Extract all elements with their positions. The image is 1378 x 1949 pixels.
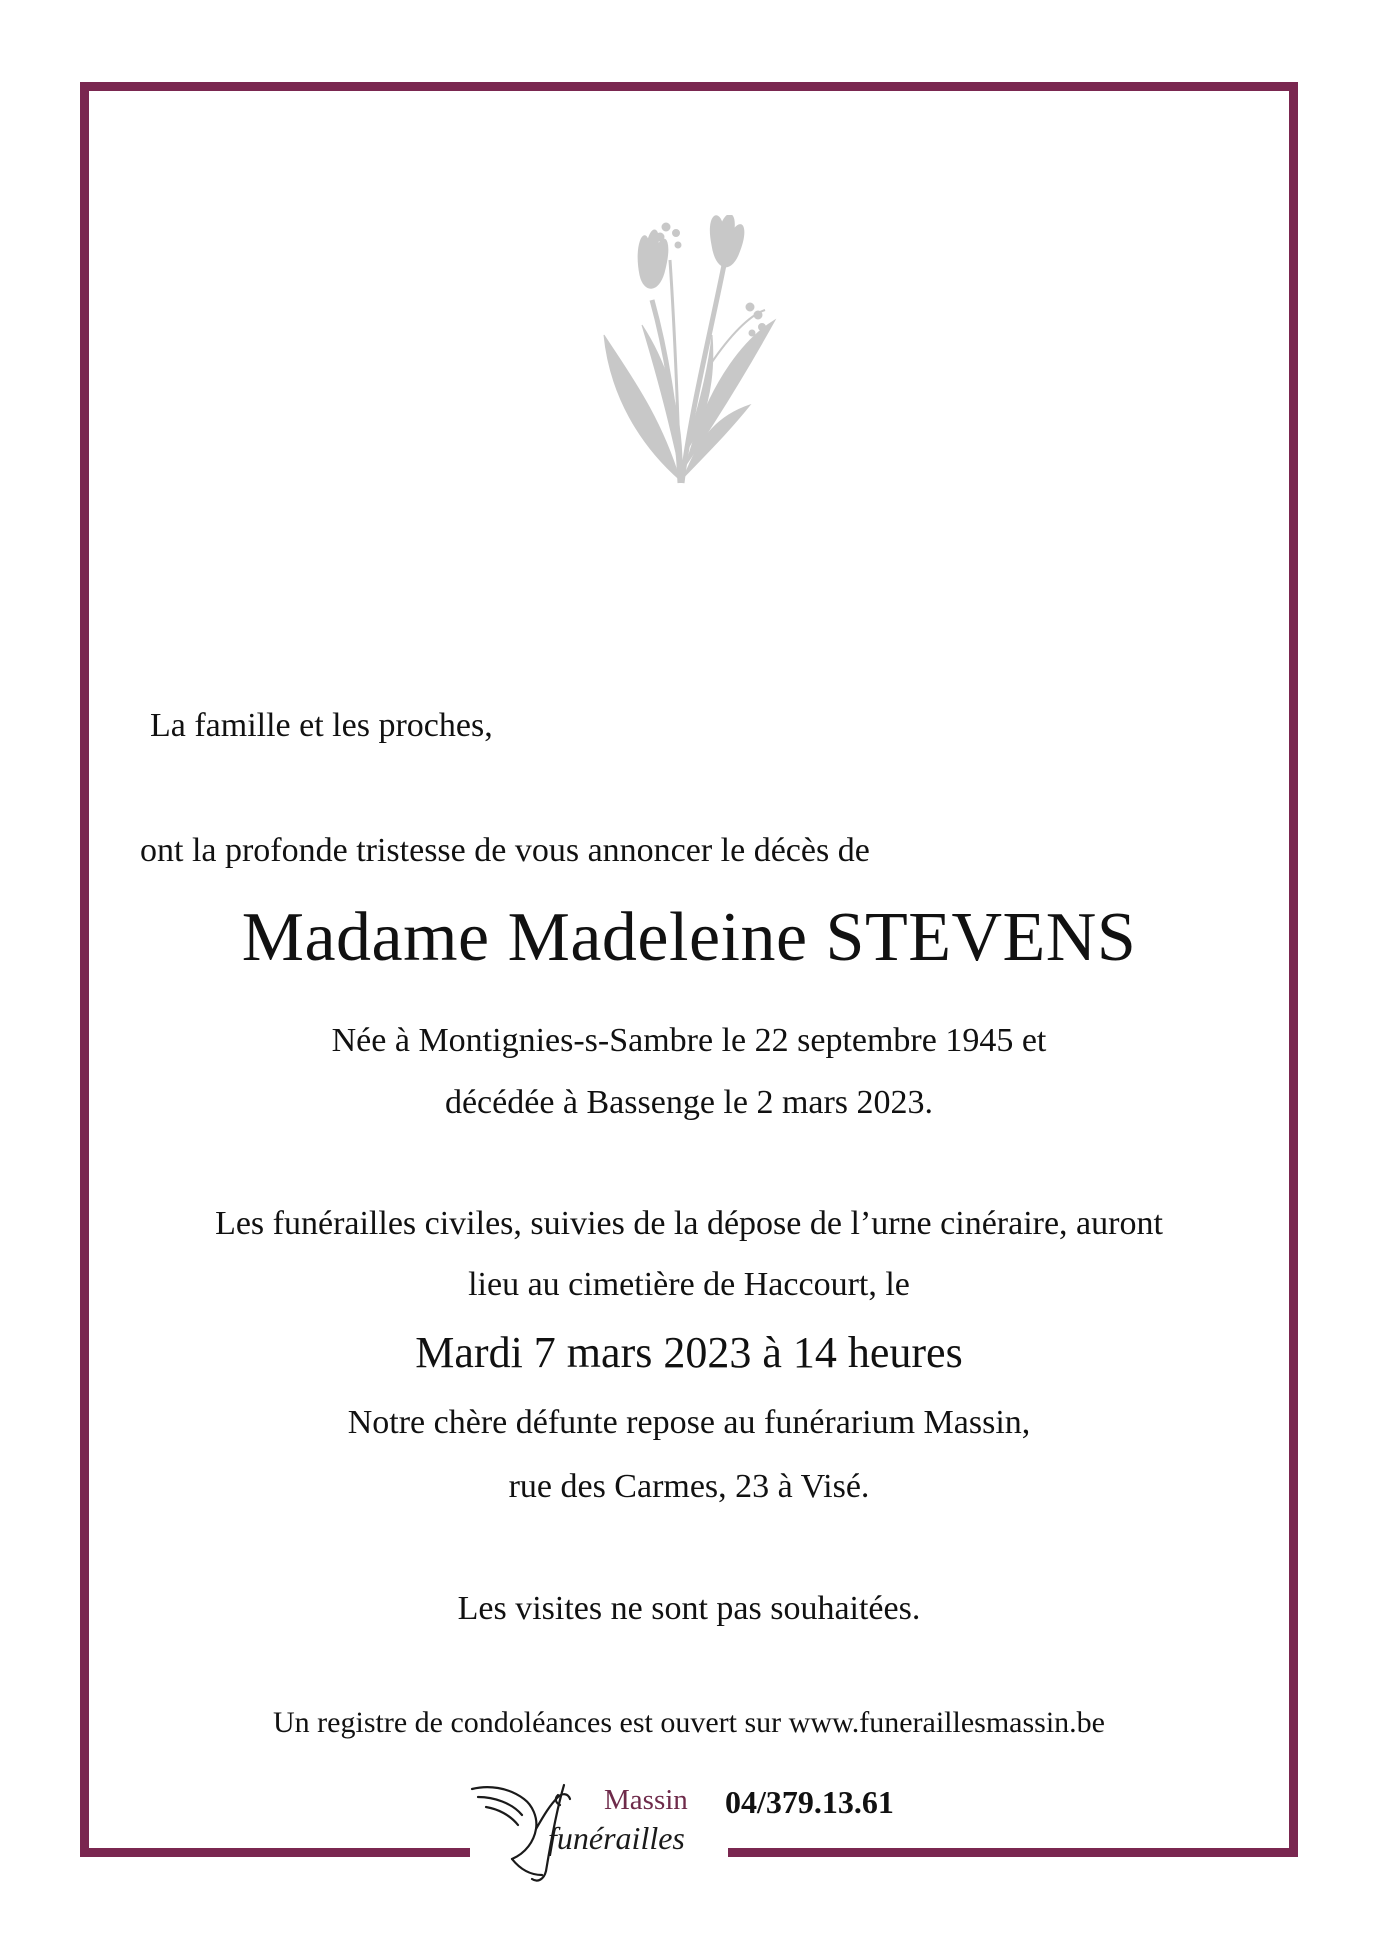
rest-text-line1: Notre chère défunte repose au funérarium Massin, — [347, 1404, 1031, 1441]
rest-text-line2: rue des Carmes, 23 à Visé. — [508, 1468, 870, 1505]
announcement-text: ont la profonde tristesse de vous annoncer le décès de — [140, 832, 870, 869]
visits-text: Les visites ne sont pas souhaitées. — [457, 1590, 921, 1627]
death-text: décédée à Bassenge le 2 mars 2023. — [444, 1084, 934, 1121]
funeral-text-line1: Les funérailles civiles, suivies de la dépose de l’urne cinéraire, auront — [215, 1205, 1163, 1242]
condolence-register-text: Un registre de condoléances est ouvert sur www.funeraillesmassin.be — [273, 1706, 1105, 1739]
tulip-flower-icon — [600, 215, 780, 485]
funeral-date: Mardi 7 mars 2023 à 14 heures — [415, 1328, 963, 1377]
phone-number: 04/379.13.61 — [725, 1784, 894, 1820]
logo-massin-text: Massin — [604, 1784, 688, 1816]
logo-funerailles-text: funérailles — [548, 1820, 685, 1856]
birth-text: Née à Montignies-s-Sambre le 22 septembre 1945 et — [331, 1022, 1047, 1059]
funeral-text-line2: lieu au cimetière de Haccourt, le — [468, 1266, 910, 1303]
intro-text: La famille et les proches, — [150, 707, 493, 744]
deceased-name: Madame Madeleine STEVENS — [241, 899, 1137, 976]
